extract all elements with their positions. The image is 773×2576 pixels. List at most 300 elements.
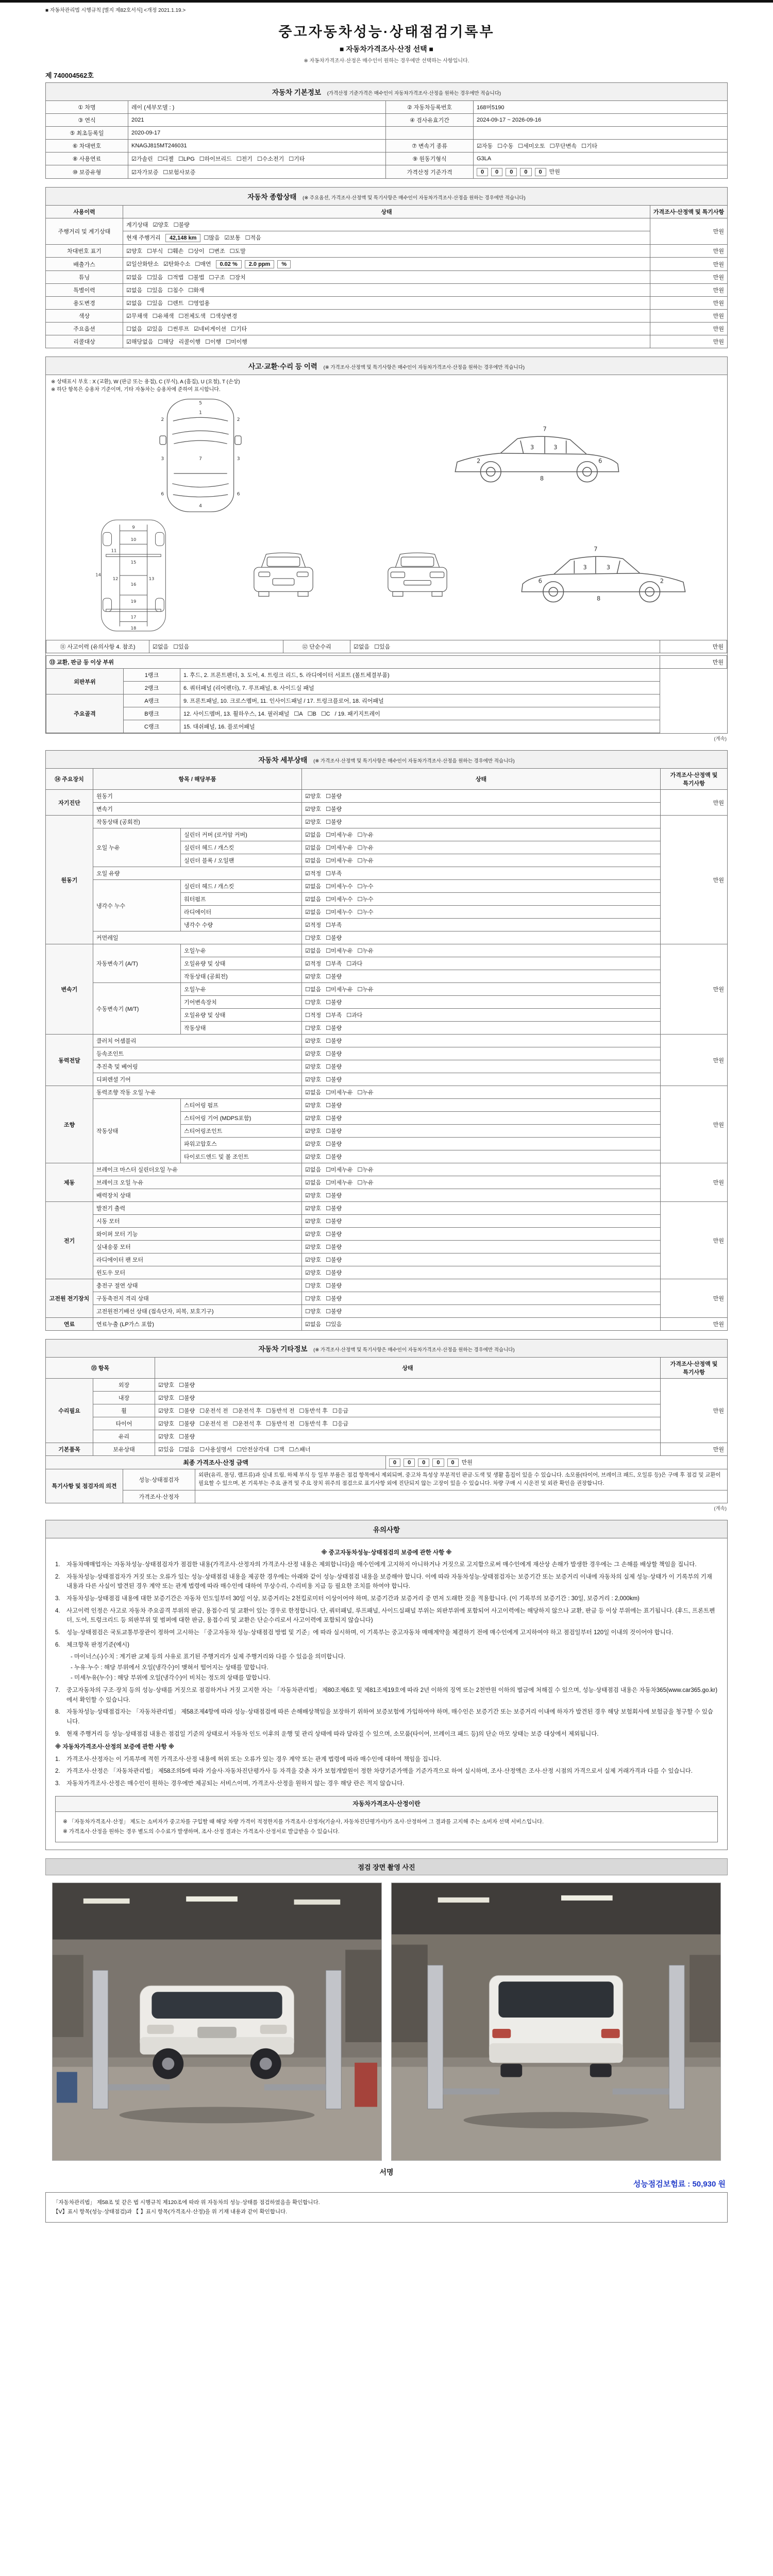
- checkbox-option[interactable]: ☐있음: [173, 644, 190, 650]
- checkbox-option[interactable]: ☐운전석 후: [232, 1421, 262, 1427]
- status-cell: [302, 1073, 661, 1086]
- svg-text:19: 19: [130, 599, 137, 604]
- checkbox-option[interactable]: ☑없음: [305, 948, 322, 954]
- checkbox-option[interactable]: ☐불량: [326, 1141, 342, 1147]
- checkbox-option[interactable]: ☑일산화탄소: [126, 261, 159, 267]
- checkbox-option[interactable]: ☑없음: [126, 275, 143, 281]
- status-cell: [155, 1404, 661, 1417]
- checkbox-option[interactable]: ☐누유: [357, 858, 374, 864]
- checkbox-option[interactable]: ☐스패너: [289, 1447, 311, 1453]
- checkbox-option[interactable]: ☑양호: [305, 806, 322, 812]
- checkbox-option[interactable]: ☐LPG: [178, 156, 195, 162]
- checkbox-option[interactable]: ☐동반석 전: [266, 1408, 295, 1414]
- checkbox-option[interactable]: ☐양호: [305, 935, 322, 941]
- checkbox-option[interactable]: ☐하이브리드: [199, 156, 232, 162]
- checkbox-option[interactable]: ☑해당없음: [126, 339, 154, 345]
- checkbox-option[interactable]: ☐디젤: [157, 156, 174, 162]
- section-note: (※ 가격조사·산정액 및 특기사항은 매수인이 자동차가격조사·산정을 원하는 경우에만 적습니다): [313, 758, 515, 764]
- value-box: 0: [389, 1459, 400, 1467]
- checkbox-option[interactable]: ☐누유: [357, 948, 374, 954]
- checkbox-option[interactable]: ☐과다: [346, 1012, 363, 1019]
- checkbox-option[interactable]: ☑있음: [147, 326, 163, 332]
- inspection-photo-rear: [391, 1883, 721, 2161]
- checkbox-option[interactable]: ☑없음: [354, 644, 370, 650]
- checkbox-option[interactable]: ☐누수: [357, 884, 374, 890]
- checkbox-option[interactable]: ☐미세누유: [326, 858, 353, 864]
- checkbox-option[interactable]: ☐응급: [332, 1408, 349, 1414]
- price-cell: 만원: [650, 297, 727, 310]
- checkbox-option[interactable]: ☐침수: [167, 287, 184, 294]
- checkbox-option[interactable]: ☐누유: [357, 845, 374, 851]
- checkbox-option[interactable]: ☐적정: [305, 1012, 322, 1019]
- checkbox-option[interactable]: ☑없음: [305, 1090, 322, 1096]
- checkbox-option[interactable]: ☐렌트: [167, 300, 184, 307]
- device-group-label: 원동기: [46, 816, 93, 944]
- etc-info-row: [46, 1379, 728, 1392]
- field-label: 가격산정 기준가격: [386, 165, 474, 179]
- checkbox-option[interactable]: ☐미세누수: [326, 884, 353, 890]
- checkbox-option[interactable]: ☐불량: [179, 1395, 195, 1401]
- checkbox-option[interactable]: ☐불량: [326, 1025, 342, 1031]
- parts-list: [180, 707, 660, 720]
- status-cell: [302, 970, 661, 983]
- checkbox-option[interactable]: ☐미세누수: [326, 909, 353, 916]
- checkbox-option[interactable]: ☐불량: [326, 1244, 342, 1250]
- item-label: 발전기 출력: [93, 1202, 302, 1215]
- checkbox-option[interactable]: ☐불량: [326, 1064, 342, 1070]
- checkbox-option[interactable]: ☐미세누유: [326, 1180, 353, 1186]
- checkbox-option[interactable]: ☑가솔린: [131, 156, 153, 162]
- checkbox-option[interactable]: ☑양호: [305, 1128, 322, 1134]
- checkbox-option[interactable]: ☐운전석 후: [232, 1408, 262, 1414]
- checkbox-option[interactable]: ☐불량: [179, 1408, 195, 1414]
- notice-item: 9. 현재 주행거리 등 성능·상태점검 내용은 점검일 기준의 상태로서 자동차 인도 이후의 운행 및 관리 상태에 따라 달라질 수 있으며, 소모품(타이어, 브레이크 패드 등)의 단순 마모 상태는 보증 대상에서 제외됩니다.: [55, 1731, 599, 1737]
- checkbox-option[interactable]: ☑양호: [305, 1218, 322, 1225]
- detail-condition-row: [46, 1176, 728, 1189]
- checkbox-option[interactable]: ☐불량: [326, 1206, 342, 1212]
- document-subtitle: ■ 자동차가격조사·산정 선택 ■: [339, 45, 433, 53]
- device-group-label: 자기진단: [46, 790, 93, 816]
- checkbox-option[interactable]: ☐누유: [357, 832, 374, 838]
- checkbox-option[interactable]: ☐전기: [236, 156, 253, 162]
- checkbox-option[interactable]: ☐불량: [179, 1434, 195, 1440]
- checkbox-option[interactable]: ☐A: [294, 711, 303, 717]
- continuation-marker: (계속): [714, 736, 727, 742]
- svg-text:7: 7: [198, 456, 202, 462]
- item-label: 디퍼렌셜 기어: [93, 1073, 302, 1086]
- checkbox-option[interactable]: ☐양호: [305, 1025, 322, 1031]
- checkbox-option[interactable]: ☐있음: [147, 275, 163, 281]
- checkbox-option[interactable]: ☐누유: [357, 987, 374, 993]
- checkbox-option[interactable]: ☐없음: [305, 987, 322, 993]
- checkbox-option[interactable]: ☑양호: [305, 1115, 322, 1122]
- checkbox-option[interactable]: ☑양호: [305, 1270, 322, 1276]
- checkbox-option[interactable]: ☑양호: [305, 1193, 322, 1199]
- checkbox-option[interactable]: ☑양호: [158, 1382, 175, 1388]
- inline-text: 1. 후드, 2. 프론트펜더, 3. 도어, 4. 트렁크 리드, 5. 라디에이터 서포트 (볼트체결부품): [183, 672, 390, 679]
- checkbox-option[interactable]: ☐미세누수: [326, 896, 353, 903]
- status-cell: [302, 944, 661, 957]
- checkbox-option[interactable]: ☐수동: [497, 143, 514, 149]
- title-block: [45, 13, 728, 65]
- rank-label: 2랭크: [124, 682, 180, 694]
- device-group-label: 변속기: [46, 944, 93, 1035]
- etc-info-row: [46, 1417, 728, 1430]
- checkbox-option[interactable]: ☐누유: [357, 1090, 374, 1096]
- section-header: [46, 357, 727, 375]
- checkbox-option[interactable]: ☐기타: [231, 326, 247, 332]
- checkbox-option[interactable]: ☐불량: [326, 1309, 342, 1315]
- checkbox-option[interactable]: ☑양호: [305, 1038, 322, 1044]
- checkbox-option[interactable]: ☐불량: [326, 1193, 342, 1199]
- status-cell: [302, 1266, 661, 1279]
- inline-text: G3LA: [477, 156, 492, 162]
- status-cell: [123, 271, 650, 284]
- checkbox-option[interactable]: ☑없음: [305, 884, 322, 890]
- checkbox-option[interactable]: ☐미세누유: [326, 1167, 353, 1173]
- checkbox-option[interactable]: ☐변조: [209, 248, 225, 255]
- checkbox-option[interactable]: ☑있음: [158, 1447, 175, 1453]
- checkbox-option[interactable]: ☐수소전기: [257, 156, 284, 162]
- checkbox-option[interactable]: ☑무채색: [126, 313, 148, 319]
- checkbox-option[interactable]: ☑없음: [126, 300, 143, 307]
- item-label: 차대번호 표기: [46, 245, 123, 258]
- checkbox-option[interactable]: ☐이행: [205, 339, 222, 345]
- checkbox-option[interactable]: ☐있음: [147, 287, 163, 294]
- checkbox-option[interactable]: ☐양호: [305, 1296, 322, 1302]
- notice-section-title: 유의사항: [46, 1520, 727, 1538]
- status-cell: [123, 231, 650, 245]
- checkbox-option[interactable]: ☐불량: [326, 1103, 342, 1109]
- car-side-view-right-diagram: [516, 544, 691, 610]
- inline-text: 리콜이행: [178, 339, 201, 345]
- basic-info-table: [45, 82, 728, 179]
- checkbox-option[interactable]: ☐부족: [326, 871, 342, 877]
- checkbox-option[interactable]: ☐있음: [326, 1321, 342, 1328]
- checkbox-option[interactable]: ☑적정: [305, 961, 322, 967]
- checkbox-option[interactable]: ☑양호: [305, 1206, 322, 1212]
- section-header: [46, 1340, 728, 1358]
- checkbox-option[interactable]: ☐불량: [326, 1051, 342, 1057]
- device-group-label: 연료: [46, 1318, 93, 1331]
- checkbox-option[interactable]: ☑적정: [305, 871, 322, 877]
- checkbox-option[interactable]: ☐미이행: [226, 339, 247, 345]
- checkbox-option[interactable]: ☑양호: [153, 222, 169, 228]
- checkbox-option[interactable]: ☐불량: [326, 1218, 342, 1225]
- checkbox-option[interactable]: ☐불량: [326, 1115, 342, 1122]
- checkbox-option[interactable]: ☐불량: [326, 974, 342, 980]
- item-label: 고전원전기배선 상태 (접속단자, 피복, 보호기구): [93, 1305, 302, 1318]
- checkbox-option[interactable]: ☐불량: [326, 806, 342, 812]
- value-box: %: [277, 260, 291, 268]
- item-label: 작동상태 (공회전): [93, 816, 302, 828]
- checkbox-option[interactable]: ☑없음: [305, 1321, 322, 1328]
- checkbox-option[interactable]: ☑자가보증: [131, 169, 159, 176]
- checkbox-option[interactable]: ☐불량: [326, 1077, 342, 1083]
- checkbox-option[interactable]: ☐운전석 전: [199, 1408, 228, 1414]
- checkbox-option[interactable]: ☐불법: [188, 275, 205, 281]
- checkbox-option[interactable]: ☐불량: [326, 793, 342, 800]
- checkbox-option[interactable]: ☑양호: [158, 1434, 175, 1440]
- detail-condition-row: [46, 1292, 728, 1305]
- checkbox-option[interactable]: ☐무단변속: [549, 143, 577, 149]
- checkbox-option[interactable]: ☐있음: [374, 644, 391, 650]
- checkbox-option[interactable]: ☐불량: [326, 1270, 342, 1276]
- panel-rank-row: [46, 720, 727, 733]
- checkbox-option[interactable]: ☐전체도색: [178, 313, 206, 319]
- inline-text: 15. 대쉬패널, 16. 플로어패널: [183, 724, 255, 730]
- checkbox-option[interactable]: ☐부족: [326, 922, 342, 928]
- checkbox-option[interactable]: ☐불량: [173, 222, 190, 228]
- checkbox-option[interactable]: ☐미세누유: [326, 845, 353, 851]
- svg-text:10: 10: [130, 537, 137, 543]
- checkbox-option[interactable]: ☑양호: [305, 974, 322, 980]
- checkbox-option[interactable]: ☐화재: [188, 287, 205, 294]
- checkbox-option[interactable]: ☐사용설명서: [199, 1447, 232, 1453]
- detail-condition-row: [46, 1202, 728, 1215]
- checkbox-option[interactable]: ☑양호: [158, 1421, 175, 1427]
- checkbox-option[interactable]: ☐도말: [229, 248, 246, 255]
- status-cell: [302, 1150, 661, 1163]
- value-box: 0: [432, 1459, 444, 1467]
- checkbox-option[interactable]: ☐영업용: [188, 300, 210, 307]
- checkbox-option[interactable]: ☐불량: [326, 819, 342, 825]
- checkbox-option[interactable]: ☑양호: [305, 1064, 322, 1070]
- status-cell: [302, 1176, 661, 1189]
- checkbox-option[interactable]: ☑없음: [305, 1167, 322, 1173]
- checkbox-option[interactable]: ☐잭: [274, 1447, 284, 1453]
- overall-condition-row: [46, 245, 728, 258]
- simple-repair-status: [350, 640, 660, 653]
- checkbox-option[interactable]: ☐없음: [179, 1447, 195, 1453]
- checkbox-option[interactable]: ☑없음: [305, 832, 322, 838]
- price-cell: 만원: [660, 1379, 727, 1443]
- checkbox-option[interactable]: ☐불량: [326, 999, 342, 1006]
- inline-text: 168머5190: [477, 105, 505, 111]
- checkbox-option[interactable]: ☐운전석 전: [199, 1421, 228, 1427]
- item-label: 자동변속기 (A/T): [93, 944, 181, 983]
- parts-header-row: [46, 656, 727, 669]
- checkbox-option[interactable]: ☐기타: [581, 143, 598, 149]
- checkbox-option[interactable]: ☐불량: [326, 1128, 342, 1134]
- rank-label: C랭크: [124, 720, 180, 733]
- checkbox-option[interactable]: ☐양호: [305, 999, 322, 1006]
- checkbox-option[interactable]: ☑양호: [305, 819, 322, 825]
- svg-text:3: 3: [160, 456, 164, 462]
- svg-text:6: 6: [160, 492, 164, 497]
- item-label: 배력장치 상태: [93, 1189, 302, 1202]
- checkbox-option[interactable]: ☐응급: [332, 1421, 349, 1427]
- svg-text:8: 8: [597, 595, 601, 602]
- checkbox-option[interactable]: ☐누수: [357, 896, 374, 903]
- checkbox-option[interactable]: ☐동반석 후: [299, 1421, 328, 1427]
- appraiser-opinion-text: [195, 1490, 728, 1503]
- notice-item: 1. 가격조사·산정자는 이 기록부에 적힌 가격조사·산정 내용에 허위 또는 오류가 있는 경우 계약 또는 관계 법령에 따라 매수인에 대하여 책임을 집니다.: [55, 1756, 441, 1762]
- checkbox-option[interactable]: ☐미세누유: [326, 1090, 353, 1096]
- checkbox-option[interactable]: ☑없음: [305, 1180, 322, 1186]
- checkbox-option[interactable]: ☐구조: [209, 275, 225, 281]
- checkbox-option[interactable]: ☐적법: [167, 275, 184, 281]
- status-cell: [302, 803, 661, 816]
- form-reference: ■ 자동차관리법 시행규칙 [별지 제82호서식] <개정 2021.1.19.>: [45, 8, 186, 13]
- item-label: 오일 유량: [93, 867, 302, 880]
- field-value: [474, 140, 728, 152]
- overall-condition-row: [46, 323, 728, 335]
- checkbox-option[interactable]: ☑양호: [305, 1231, 322, 1238]
- checkbox-option[interactable]: ☐해당: [158, 339, 174, 345]
- checkbox-option[interactable]: ☑양호: [305, 1077, 322, 1083]
- detail-condition-row: [46, 1047, 728, 1060]
- field-value: [128, 140, 386, 152]
- field-label: ③ 연식: [46, 114, 128, 127]
- notice-item: 3. 자동차성능·상태점검 내용에 대한 보증기간은 자동차 인도일부터 30일 이상, 보증거리는 2천킬로미터 이상이어야 하며, 보증기간과 보증거리 중 먼저 도래한 것을 적용합니다. (이 기록부의 보증기간 : 30일, 보증거리 : 2,000km): [55, 1596, 640, 1602]
- svg-text:3: 3: [583, 563, 587, 571]
- checkbox-option[interactable]: ☐불량: [326, 1296, 342, 1302]
- checkbox-option[interactable]: ☐불량: [326, 1231, 342, 1238]
- checkbox-option[interactable]: ☑양호: [305, 1244, 322, 1250]
- notice-part1-title: ※ 중고자동차성능·상태점검의 보증에 관한 사항 ※: [321, 1549, 452, 1556]
- signature-statement-1: 「자동차관리법」 제58조 및 같은 법 시행규칙 제120조에 따라 위 자동차의 성능·상태를 점검하였음을 확인합니다.: [53, 2199, 320, 2206]
- checkbox-option[interactable]: ☐불량: [326, 1257, 342, 1263]
- checkbox-option[interactable]: ☐과다: [346, 961, 363, 967]
- checkbox-option[interactable]: ☐불량: [326, 935, 342, 941]
- price-cell: 만원: [650, 310, 727, 323]
- status-cell: [123, 310, 650, 323]
- checkbox-option[interactable]: ☐부족: [326, 961, 342, 967]
- column-item: 항목 / 해당부품: [93, 769, 302, 790]
- field-value: [474, 101, 728, 114]
- checkbox-option[interactable]: ☐썬루프: [167, 326, 189, 332]
- status-cell: [302, 1125, 661, 1138]
- section-note: (※ 가격조사·산정액 및 특기사항은 매수인이 자동차가격조사·산정을 원하는 경우에만 적습니다): [313, 1347, 515, 1353]
- panel-rank-row: [46, 707, 727, 720]
- inline-text: 현재 주행거리: [126, 235, 161, 241]
- column-header-row: [46, 769, 728, 790]
- field-value: [474, 114, 728, 127]
- checkbox-option[interactable]: ☑양호: [158, 1395, 175, 1401]
- checkbox-option[interactable]: ☑자동: [477, 143, 493, 149]
- part-label: 스티어링 기어 (MDPS포함): [181, 1112, 302, 1125]
- checkbox-option[interactable]: ☐없음: [126, 326, 143, 332]
- checkbox-option[interactable]: ☑없음: [153, 644, 169, 650]
- parts-list: [180, 720, 660, 733]
- checkbox-option[interactable]: ☑양호: [158, 1408, 175, 1414]
- checkbox-option[interactable]: ☐세미오토: [518, 143, 545, 149]
- checkbox-option[interactable]: ☐유채색: [152, 313, 174, 319]
- signature-box: [45, 2192, 728, 2223]
- notice-body: [46, 1538, 727, 1850]
- checkbox-option[interactable]: ☑양호: [305, 1154, 322, 1160]
- checkbox-option[interactable]: ☑양호: [126, 248, 143, 255]
- checkbox-option[interactable]: ☐부족: [326, 1012, 342, 1019]
- checkbox-option[interactable]: ☐적음: [245, 235, 261, 241]
- checkbox-option[interactable]: ☐부식: [147, 248, 163, 255]
- status-cell: [123, 218, 650, 231]
- price-cell: 만원: [650, 258, 727, 271]
- checkbox-option[interactable]: ☐미세누유: [326, 987, 353, 993]
- accident-history-label: ⑪ 사고이력 (유의사항 4. 참조): [46, 640, 149, 653]
- inline-text: 2021: [131, 117, 144, 123]
- checkbox-option[interactable]: ☐불량: [179, 1421, 195, 1427]
- section-title: 사고·교환·수리 등 이력: [248, 363, 317, 370]
- checkbox-option[interactable]: ☐불량: [326, 1038, 342, 1044]
- notice-item: 6. 체크항목 판정기준(예시): [55, 1641, 129, 1648]
- checkbox-option[interactable]: ☑없음: [305, 845, 322, 851]
- field-label: ② 자동차등록번호: [386, 101, 474, 114]
- overall-condition-row: [46, 218, 728, 231]
- checkbox-option[interactable]: ☑양호: [305, 793, 322, 800]
- checkbox-option[interactable]: ☐동반석 후: [299, 1408, 328, 1414]
- checkbox-option[interactable]: ☐양호: [305, 1309, 322, 1315]
- checkbox-option[interactable]: ☐장치: [229, 275, 246, 281]
- checkbox-option[interactable]: ☐누유: [357, 1167, 374, 1173]
- checkbox-option[interactable]: ☐동반석 전: [266, 1421, 295, 1427]
- rank-label: 1랭크: [124, 669, 180, 682]
- column-device: ⑭ 주요장치: [46, 769, 93, 790]
- checkbox-option[interactable]: ☐양호: [305, 1283, 322, 1289]
- checkbox-option[interactable]: ☐안전삼각대: [237, 1447, 270, 1453]
- checkbox-option[interactable]: ☑양호: [305, 1103, 322, 1109]
- checkbox-option[interactable]: ☑양호: [305, 1051, 322, 1057]
- checkbox-option[interactable]: ☑양호: [305, 1141, 322, 1147]
- status-cell: [302, 1279, 661, 1292]
- status-cell: [302, 931, 661, 944]
- checkbox-option[interactable]: ☐B: [307, 711, 316, 717]
- checkbox-option[interactable]: ☐미세누유: [326, 832, 353, 838]
- checkbox-option[interactable]: ☐많음: [204, 235, 220, 241]
- section-title: 자동차 세부상태: [258, 756, 308, 764]
- checkbox-option[interactable]: ☐색상변경: [210, 313, 238, 319]
- svg-text:2: 2: [237, 417, 240, 423]
- checkbox-option[interactable]: ☐있음: [147, 300, 163, 307]
- checkbox-option[interactable]: ☐매연: [195, 261, 211, 267]
- status-cell: [302, 880, 661, 893]
- checkbox-option[interactable]: ☑없음: [305, 896, 322, 903]
- column-item: ⑮ 항목: [46, 1358, 155, 1379]
- checkbox-option[interactable]: ☐기타: [289, 156, 305, 162]
- checkbox-option[interactable]: ☐미세누유: [326, 948, 353, 954]
- part-label: 오일유량 및 상태: [181, 957, 302, 970]
- panel-area-label: 외판부위: [46, 669, 124, 694]
- photos-section-title: 점검 장면 촬영 사진: [45, 1858, 728, 1875]
- checkbox-option[interactable]: ☐불량: [326, 1154, 342, 1160]
- item-label: 휠: [93, 1404, 155, 1417]
- checkbox-option[interactable]: ☑적정: [305, 922, 322, 928]
- checkbox-option[interactable]: ☐상이: [188, 248, 205, 255]
- status-cell: [302, 854, 661, 867]
- checkbox-option[interactable]: ☐누수: [357, 909, 374, 916]
- checkbox-option[interactable]: ☑없음: [126, 287, 143, 294]
- checkbox-option[interactable]: ☐보험사보증: [163, 169, 196, 176]
- checkbox-option[interactable]: ☐C: [321, 711, 330, 717]
- panel-rank-row: [46, 694, 727, 707]
- checkbox-option[interactable]: ☐불량: [179, 1382, 195, 1388]
- checkbox-option[interactable]: ☐훼손: [167, 248, 184, 255]
- checkbox-option[interactable]: ☐불량: [326, 1283, 342, 1289]
- checkbox-option[interactable]: ☑양호: [305, 1257, 322, 1263]
- checkbox-option[interactable]: ☑네비게이션: [194, 326, 226, 332]
- checkbox-option[interactable]: ☐누유: [357, 1180, 374, 1186]
- svg-text:13: 13: [148, 576, 155, 582]
- checkbox-option[interactable]: ☑보통: [224, 235, 241, 241]
- checkbox-option[interactable]: ☑탄화수소: [163, 261, 191, 267]
- checkbox-option[interactable]: ☑없음: [305, 858, 322, 864]
- final-price-table: [45, 1455, 728, 1469]
- checkbox-option[interactable]: ☑없음: [305, 909, 322, 916]
- inline-text: 만원: [549, 169, 560, 175]
- item-label: 동력조향 작동 오일 누유: [93, 1086, 302, 1099]
- detail-condition-row: [46, 1305, 728, 1318]
